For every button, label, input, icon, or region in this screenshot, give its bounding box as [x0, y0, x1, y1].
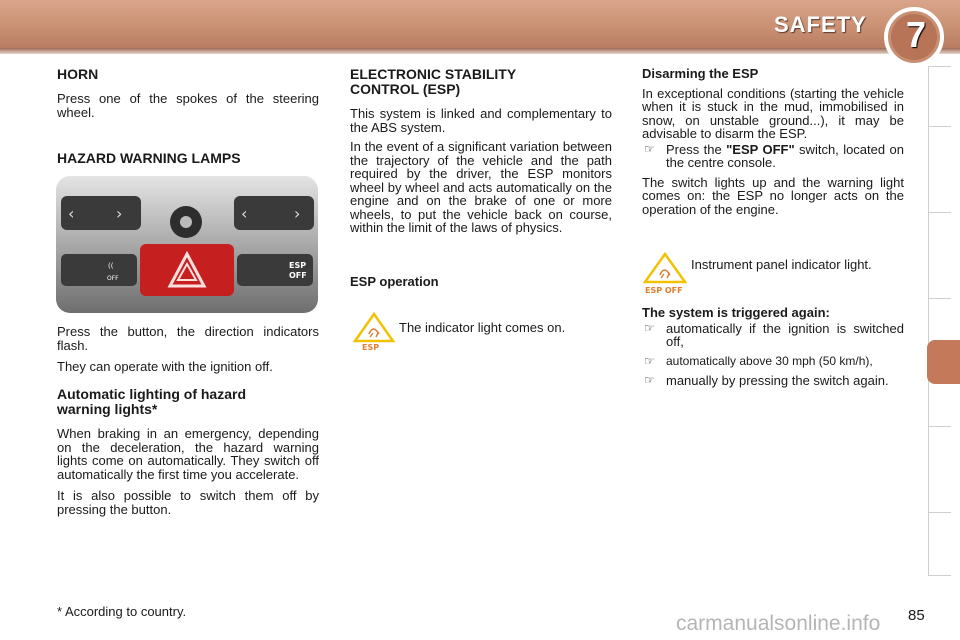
esp-off-icon-label: ESP OFF [645, 286, 683, 295]
esp-off-switch-label: "ESP OFF" [726, 141, 795, 157]
retrigger-bullet-3: ☞ manually by pressing the switch again. [644, 373, 889, 388]
esp-icon-label: ESP [362, 343, 380, 352]
esp-heading-1: ELECTRONIC STABILITY [350, 66, 517, 82]
svg-text:›: › [116, 204, 123, 223]
watermark: carmanualsonline.info [676, 612, 881, 635]
svg-text:›: › [294, 204, 301, 223]
hazard-text-2: They can operate with the ignition off. [57, 359, 273, 374]
photo-off2-label: OFF [289, 271, 307, 280]
pointing-hand-icon: ☞ [644, 373, 655, 387]
auto-hazard-text-1: When braking in an emergency, depending on the deceleration, the hazard warning lights come on automatically. They switch off automatically the first time you accelerate. [57, 426, 319, 482]
auto-hazard-heading-2: warning lights* [57, 401, 158, 417]
esp-section [350, 67, 612, 235]
horn-text: Press one of the spokes of the steering wheel. [57, 91, 319, 120]
hazard-text-block [57, 325, 319, 374]
footnote: * According to country. [57, 604, 187, 619]
svg-text:((: (( [108, 262, 114, 270]
pointing-hand-icon: ☞ [644, 353, 655, 368]
auto-hazard-text-2: It is also possible to switch them off by pressing the button. [57, 488, 319, 517]
esp-text-2: In the event of a significant variation between the trajectory of the vehicle and the path required by the driver, the ESP monitors wheel by wheel and acts automatically on the engine and on the brake of one or more wheels, to put the vehicle back on course, within the limit of the laws of physics. [350, 139, 612, 235]
hazard-heading: HAZARD WARNING LAMPS [57, 150, 241, 166]
svg-text:‹: ‹ [68, 204, 75, 223]
retrigger-bullet-1: ☞ automatically if the ignition is switched off, [644, 320, 904, 349]
retrigger-heading: The system is triggered again: [642, 305, 830, 320]
disarm-text-1: In exceptional conditions (starting the vehicle when it is stuck in the mud, immobilised in snow, on unstable ground...), it may be advisable to disarm the ESP. [642, 85, 904, 141]
indicator-text: Instrument panel indicator light. [691, 257, 872, 272]
esp-heading-2: CONTROL (ESP) [350, 81, 461, 97]
header-divider [0, 48, 960, 54]
pointing-hand-icon: ☞ [644, 141, 655, 156]
chapter-tab-safety[interactable] [927, 340, 960, 384]
hazard-heading-block [57, 151, 319, 166]
horn-heading: HORN [57, 66, 99, 82]
pointing-hand-icon: ☞ [644, 320, 655, 335]
retrigger-bullet-2: ☞ automatically above 30 mph (50 km/h), [644, 353, 873, 368]
section-title: SAFETY [774, 12, 867, 37]
disarm-heading: Disarming the ESP [642, 66, 759, 81]
retrigger-section [642, 306, 904, 388]
photo-esp-label: ESP [289, 261, 307, 270]
chapter-number: 7 [905, 14, 927, 55]
horn-section [57, 67, 319, 119]
esp-warning-icon [352, 312, 396, 352]
esp-off-warning-icon [643, 252, 691, 296]
disarm-section [642, 67, 904, 216]
svg-text:‹: ‹ [241, 204, 248, 223]
esp-text-1: This system is linked and complementary to the ABS system. [350, 106, 612, 135]
esp-operation-text: The indicator light comes on. [399, 320, 566, 335]
esp-operation-heading: ESP operation [350, 274, 439, 289]
page-number: 85 [908, 607, 925, 624]
auto-hazard-section [57, 387, 319, 516]
hazard-console-photo [56, 176, 318, 313]
disarm-text-2: The switch lights up and the warning light comes on: the ESP no longer acts on the operation of the engine. [642, 174, 904, 217]
hazard-text-1: Press the button, the direction indicators flash. [57, 324, 319, 353]
chapter-tab-rail [928, 66, 950, 576]
photo-off-label: OFF [107, 275, 119, 282]
auto-hazard-heading-1: Automatic lighting of hazard [57, 386, 246, 402]
disarm-bullet: ☞ Press the "ESP OFF" switch, located on the centre console. [644, 141, 904, 170]
